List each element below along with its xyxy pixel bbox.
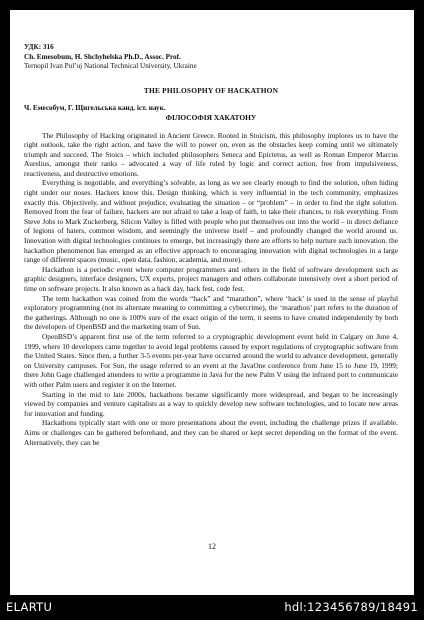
paragraph-5: OpenBSD’s apparent first use of the term referred to a cryptographic development event held in Calgary on June 4, 1999, where 10 developers came together to avoid legal problems caused by export regulations of cryptographic software from the United States. Since then, a further 3-5 events per-year have occurred around the world to advance development, generally on University campuses. For Sun, the usage referred to an event at the JavaOne conference from June 15 to June 19, 1999; there John Gage challenged attendees to write a programme in Java for the new Palm V using the infrared port to communicate with other Palm users and register it on the Internet. bbox=[24, 331, 398, 389]
paragraph-3: Hackathon is a periodic event where computer programmers and others in the field of software development such as graphic designers, interface designers, UX experts, project managers and others collaborate intensively over a short period of time on software projects. It also known as a hack day, hack fest, code fest. bbox=[24, 264, 398, 293]
affiliation: Ternopil Ivan Pul’uj National Technical University, Ukraine bbox=[24, 62, 197, 70]
paragraph-2: Everything is negotiable, and everything’s solvable, as long as we see clearly enough to find the solution, often hiding right under our noses. Hackers know this. Design thinking, which is very influential in the tech community, emphasizes exactly this. Objectively, and without prejudice, evaluating the situation – or “problem” – in order to find the right solution. Removed from the fear of failure, hackers are not afraid to take a leap of faith, to take their chances, to risk everything. From Steve Jobs to Mark Zuckerberg, Silicon Valley is filled with people who put themselves out into the world – in direct defiance of legions of haters, common wisdom, and seemingly the universe itself – and profoundly changed the world around us. Innovation with digital technologies continues to emerge, but increasingly there are efforts to help nurture such innovation. the hackathon phenomenon has emerged as an effective approach to encouraging innovation with digital technologies in a large range of different spaces (music, open data, fashion, academia, and more). bbox=[24, 178, 398, 265]
paragraph-4: The term hackathon was coined from the words “hack” and “marathon”, where ‘hack’ is used in the sense of playful exploratory programming (not its alternate meaning to committing a cybercrime), the ‘marathon’ part refers to the duration of the gatherings. Although no one is 100% sure of the exact origin of the term, it seems to have created independently by both the developers of OpenBSD and the marketing team of Sun. bbox=[24, 293, 398, 332]
footer-handle: hdl:123456789/18491 bbox=[284, 600, 418, 614]
footer-repository-name: ELARTU bbox=[6, 600, 53, 614]
paragraph-6: Starting in the mid to late 2000s, hackathons became significantly more widespread, and began to be increasingly viewed by companies and venture capitalists as a way to quickly develop new software technologies, and to locate new areas for innovation and funding. bbox=[24, 389, 398, 418]
paragraph-7: Hackathons typically start with one or more presentations about the event, including the challenge prizes if available. Aims or challenges can be gathered beforehand, and they can be shared or kept secret depending on the format of the event. Alternatively, they can be bbox=[24, 418, 398, 447]
page-content bbox=[24, 43, 398, 447]
udk-code: УДК: 316 bbox=[24, 43, 54, 51]
authors-en: Ch. Emesobum, H. Shchyhelska Ph.D., Assoc. Prof. bbox=[24, 52, 181, 61]
document-page bbox=[10, 10, 414, 595]
authors-ua: Ч. Емесобум, Г. Щигельська канд. іст. наук. bbox=[24, 103, 166, 112]
article-title-en: THE PHILOSOPHY OF HACKATHON bbox=[143, 85, 279, 95]
page-number: 12 bbox=[208, 542, 216, 551]
article-title-ua: ФІЛОСОФІЯ ХАКАТОНУ bbox=[165, 112, 257, 122]
paragraph-1: The Philosophy of Hacking originated in Ancient Greece. Rooted in Stoicism, this philosophy implores us to have the right outlook, take the right action, and have the will to power on, even as the obstacles keep coming until we ultimately triumph and succeed. The Stoics – which included philosophers Seneca and Epictetus, as well as Roman Emperor Marcus Aurelius, amongst their ranks – advocated a way of life ruled by logic and correct action, free from impulsiveness, reactiveness, and destructive emotions. bbox=[24, 130, 398, 178]
